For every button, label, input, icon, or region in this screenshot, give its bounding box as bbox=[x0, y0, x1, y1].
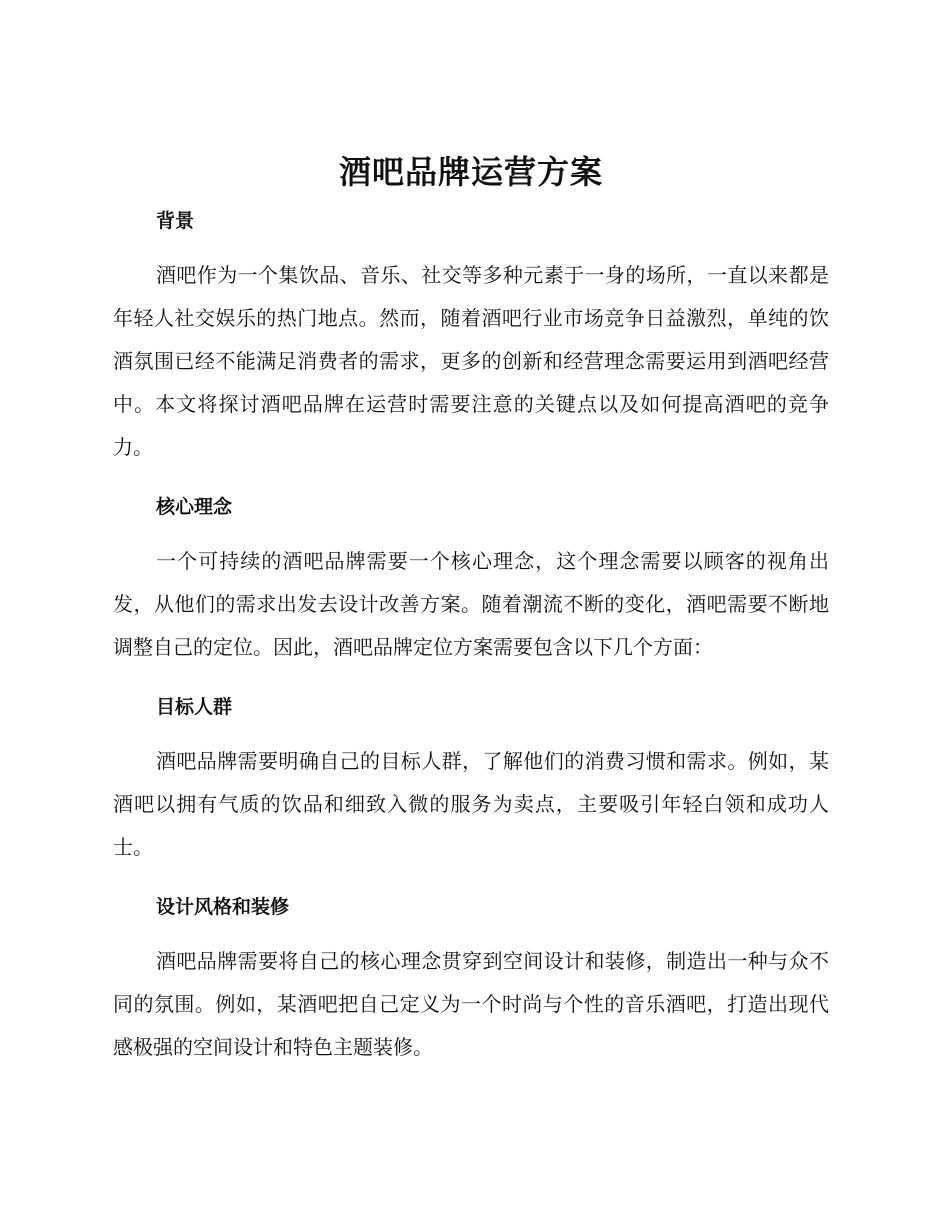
section-paragraph-background: 酒吧作为一个集饮品、音乐、社交等多种元素于一身的场所，一直以来都是年轻人社交娱乐的热门地点。然而，随着酒吧行业市场竞争日益激烈，单纯的饮酒氛围已经不能满足消费者的需求，更多的创新和经营理念需要运用到酒吧经营中。本文将探讨酒吧品牌在运营时需要注意的关键点以及如何提高酒吧的竞争力。 bbox=[113, 263, 829, 459]
section-target-audience bbox=[113, 692, 829, 869]
section-heading-target-audience: 目标人群 bbox=[156, 696, 233, 718]
section-background bbox=[113, 206, 829, 469]
section-heading-design-style: 设计风格和装修 bbox=[156, 896, 290, 918]
section-core-concept bbox=[113, 492, 829, 669]
document-page bbox=[113, 148, 829, 1069]
section-paragraph-core-concept: 一个可持续的酒吧品牌需要一个核心理念，这个理念需要以顾客的视角出发，从他们的需求出发去设计改善方案。随着潮流不断的变化，酒吧需要不断地调整自己的定位。因此，酒吧品牌定位方案需要包含以下几个方面： bbox=[113, 549, 829, 659]
section-heading-background: 背景 bbox=[156, 210, 195, 232]
document-title: 酒吧品牌运营方案 bbox=[338, 153, 603, 191]
section-design-style bbox=[113, 892, 829, 1069]
section-heading-core-concept: 核心理念 bbox=[156, 496, 233, 518]
section-paragraph-design-style: 酒吧品牌需要将自己的核心理念贯穿到空间设计和装修，制造出一种与众不同的氛围。例如，某酒吧把自己定义为一个时尚与个性的音乐酒吧，打造出现代感极强的空间设计和特色主题装修。 bbox=[113, 949, 829, 1059]
section-paragraph-target-audience: 酒吧品牌需要明确自己的目标人群，了解他们的消费习惯和需求。例如，某酒吧以拥有气质的饮品和细致入微的服务为卖点，主要吸引年轻白领和成功人士。 bbox=[113, 749, 829, 859]
